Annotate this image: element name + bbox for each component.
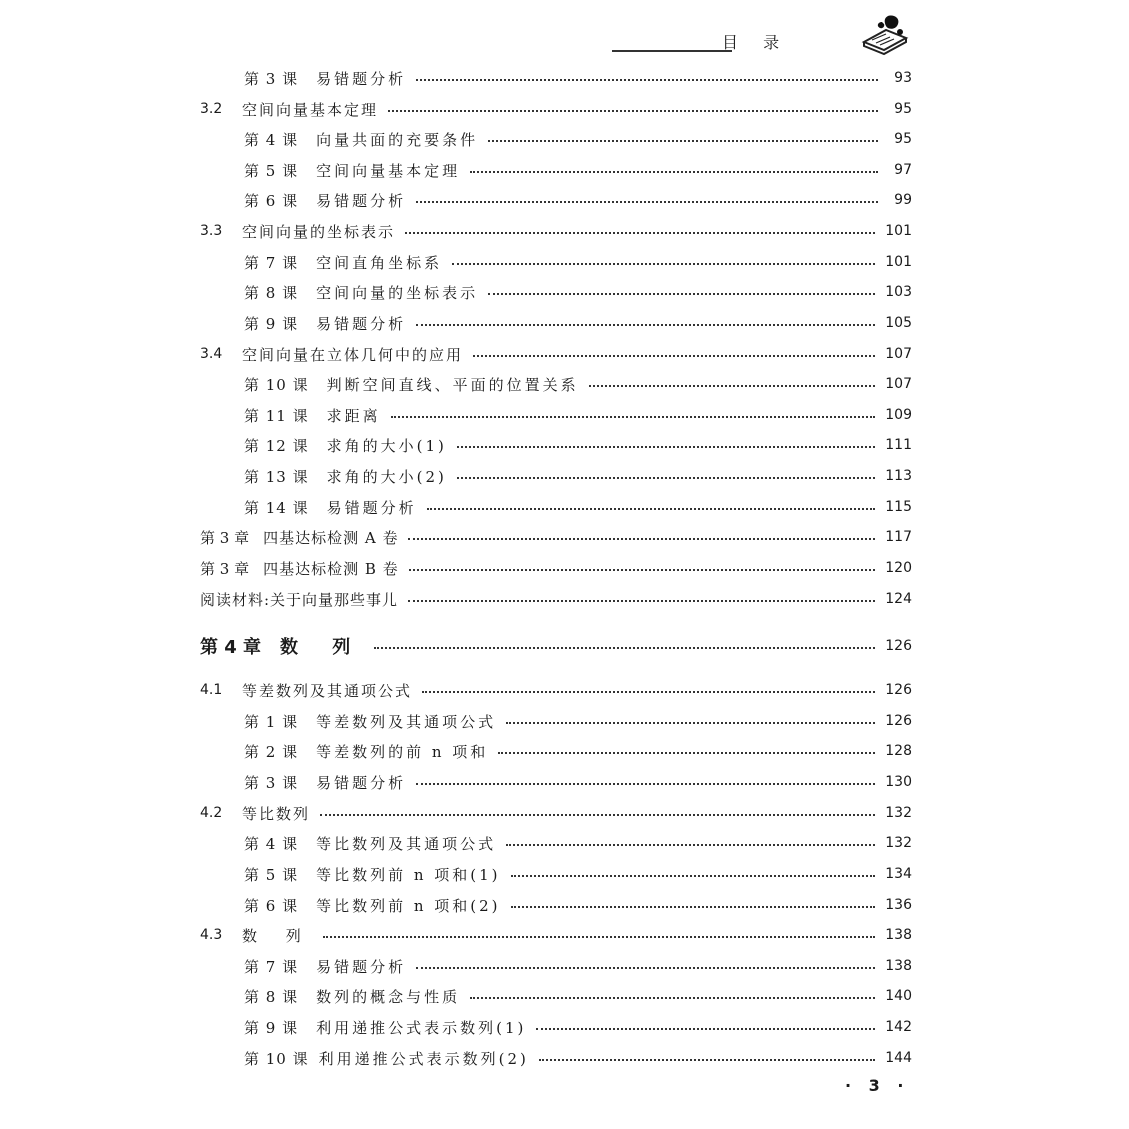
entry-title: 易错题分析	[316, 191, 407, 210]
dot-leader	[488, 140, 878, 142]
dot-leader	[470, 171, 878, 173]
entry-title: 等差数列及其通项公式	[242, 681, 413, 700]
lesson-number: 第 3 课	[244, 773, 299, 792]
book-logo-icon	[858, 12, 910, 56]
lesson-number: 第 8 课	[244, 283, 299, 302]
lesson-number: 第 9 课	[244, 1018, 299, 1037]
entry-title: 利用递推公式表示数列(1)	[316, 1018, 527, 1037]
page-number: 128	[885, 743, 912, 759]
dot-leader	[498, 752, 875, 754]
toc-entry[interactable]	[200, 770, 912, 794]
toc-entry[interactable]	[200, 709, 912, 733]
toc-entry[interactable]	[200, 219, 912, 243]
toc-entry[interactable]	[200, 739, 912, 763]
toc-entry[interactable]	[200, 188, 912, 212]
dot-leader	[388, 110, 878, 112]
entry-title: 四基达标检测 A 卷	[263, 528, 399, 547]
dot-leader	[539, 1059, 875, 1061]
toc-entry[interactable]	[200, 525, 912, 549]
lesson-number: 第 7 课	[244, 253, 299, 272]
entry-title: 空间向量基本定理	[316, 161, 461, 180]
entry-title: 空间直角坐标系	[316, 253, 443, 272]
page-number: 138	[885, 927, 912, 943]
toc-entry[interactable]	[200, 158, 912, 182]
dot-leader	[536, 1028, 875, 1030]
lesson-number: 第 10 课	[244, 1049, 309, 1068]
entry-title: 等比数列及其通项公式	[316, 834, 497, 853]
toc-entry[interactable]	[200, 495, 912, 519]
page-number: 142	[885, 1019, 912, 1035]
toc-entry[interactable]	[200, 862, 912, 886]
dot-leader	[320, 814, 875, 816]
dot-leader	[408, 538, 875, 540]
page-number: 130	[885, 774, 912, 790]
entry-title: 阅读材料:关于向量那些事儿	[200, 590, 399, 609]
page-number: 144	[885, 1050, 912, 1066]
page-number: 101	[885, 223, 912, 239]
toc-entry[interactable]	[200, 403, 912, 427]
entry-title: 判断空间直线、平面的位置关系	[326, 375, 579, 394]
dot-leader	[452, 263, 875, 265]
toc-entry[interactable]	[200, 587, 912, 611]
dot-leader	[416, 967, 875, 969]
page-number: 101	[885, 254, 912, 270]
dot-leader	[511, 906, 876, 908]
page-number: 111	[885, 437, 912, 453]
toc-entry[interactable]	[200, 280, 912, 304]
lesson-number: 第 10 课	[244, 375, 309, 394]
dot-leader	[589, 385, 876, 387]
lesson-number: 第 3 课	[244, 69, 299, 88]
lesson-number: 第 7 课	[244, 957, 299, 976]
dot-leader	[374, 647, 875, 649]
page-number: 113	[885, 468, 912, 484]
page-number: 103	[885, 284, 912, 300]
page-number: 95	[894, 131, 912, 147]
dot-leader	[457, 446, 875, 448]
lesson-number: 第 11 课	[244, 406, 309, 425]
toc-entry[interactable]	[200, 678, 912, 702]
toc-entry[interactable]	[200, 954, 912, 978]
page-number: 126	[885, 682, 912, 698]
toc-entry[interactable]	[200, 342, 912, 366]
dot-leader	[511, 875, 876, 877]
page-number: 120	[885, 560, 912, 576]
lesson-number: 第 2 课	[244, 742, 299, 761]
entry-title: 等差数列的前 n 项和	[316, 742, 489, 761]
lesson-number: 第 4 课	[244, 834, 299, 853]
page-number: 138	[885, 958, 912, 974]
page-number: 97	[894, 162, 912, 178]
toc-entry[interactable]	[200, 127, 912, 151]
toc-entry[interactable]	[200, 556, 912, 580]
entry-title: 易错题分析	[316, 773, 407, 792]
entry-title: 数 列	[242, 926, 313, 945]
toc-entry[interactable]	[200, 923, 912, 947]
toc-entry[interactable]	[200, 97, 912, 121]
entry-title: 空间向量在立体几何中的应用	[242, 345, 464, 364]
page-number: 93	[894, 70, 912, 86]
entry-title: 等比数列前 n 项和(2)	[316, 896, 501, 915]
lesson-number: 第 6 课	[244, 191, 299, 210]
chapter-number: 第 3 章	[200, 559, 250, 578]
section-number: 3.4	[200, 346, 223, 362]
toc-entry[interactable]	[200, 311, 912, 335]
dot-leader	[427, 508, 876, 510]
page-number: 99	[894, 192, 912, 208]
toc-entry[interactable]	[200, 372, 912, 396]
page-number: 124	[885, 591, 912, 607]
toc-entry[interactable]	[200, 893, 912, 917]
page-number: 117	[885, 529, 912, 545]
section-number: 4.1	[200, 682, 223, 698]
page-number: 126	[885, 638, 912, 654]
page-number: 126	[885, 713, 912, 729]
toc-entry[interactable]	[200, 464, 912, 488]
lesson-number: 第 8 课	[244, 987, 299, 1006]
entry-title: 利用递推公式表示数列(2)	[318, 1049, 529, 1068]
entry-title: 空间向量的坐标表示	[242, 222, 396, 241]
dot-leader	[323, 936, 875, 938]
dot-leader	[416, 324, 875, 326]
page-number: 132	[885, 805, 912, 821]
toc-entry[interactable]	[200, 433, 912, 457]
page-number: 134	[885, 866, 912, 882]
page-footer-number: · 3 ·	[845, 1076, 910, 1095]
entry-title: 求角的大小(1)	[326, 436, 447, 455]
dot-leader	[422, 691, 875, 693]
entry-title: 等比数列	[242, 804, 311, 823]
entry-title: 易错题分析	[316, 314, 407, 333]
entry-title: 易错题分析	[316, 69, 407, 88]
lesson-number: 第 1 课	[244, 712, 299, 731]
entry-title: 等比数列前 n 项和(1)	[316, 865, 501, 884]
chapter-title: 数 列	[280, 637, 365, 658]
header-rule	[612, 50, 732, 52]
section-number: 4.3	[200, 927, 223, 943]
page-number: 109	[885, 407, 912, 423]
toc-entry[interactable]	[200, 831, 912, 855]
entry-title: 向量共面的充要条件	[316, 130, 479, 149]
chapter-number: 第 4 章	[200, 637, 262, 658]
entry-title: 求距离	[326, 406, 381, 425]
lesson-number: 第 4 课	[244, 130, 299, 149]
page-number: 95	[894, 101, 912, 117]
lesson-number: 第 5 课	[244, 865, 299, 884]
lesson-number: 第 9 课	[244, 314, 299, 333]
chapter-number: 第 3 章	[200, 528, 250, 547]
lesson-number: 第 5 课	[244, 161, 299, 180]
toc-entry[interactable]	[200, 66, 912, 90]
page-number: 105	[885, 315, 912, 331]
lesson-number: 第 6 课	[244, 896, 299, 915]
dot-leader	[416, 201, 878, 203]
toc-entry[interactable]	[200, 634, 912, 658]
page-number: 115	[885, 499, 912, 515]
dot-leader	[470, 997, 875, 999]
page-number: 132	[885, 835, 912, 851]
entry-title: 求角的大小(2)	[326, 467, 447, 486]
section-number: 4.2	[200, 805, 223, 821]
dot-leader	[391, 416, 876, 418]
toc-entry[interactable]	[200, 801, 912, 825]
page-number: 136	[885, 897, 912, 913]
dot-leader	[473, 355, 875, 357]
dot-leader	[409, 569, 876, 571]
entry-title: 空间向量的坐标表示	[316, 283, 479, 302]
dot-leader	[416, 783, 875, 785]
entry-title: 易错题分析	[326, 498, 417, 517]
entry-title: 易错题分析	[316, 957, 407, 976]
toc-entry[interactable]	[200, 250, 912, 274]
page-number: 107	[885, 346, 912, 362]
toc-entry[interactable]	[200, 984, 912, 1008]
lesson-number: 第 12 课	[244, 436, 309, 455]
page-number: 140	[885, 988, 912, 1004]
entry-title: 数列的概念与性质	[316, 987, 461, 1006]
header-title: 目 录	[722, 33, 790, 52]
dot-leader	[408, 600, 875, 602]
dot-leader	[506, 722, 875, 724]
lesson-number: 第 13 课	[244, 467, 309, 486]
entry-title: 等差数列及其通项公式	[316, 712, 497, 731]
page-number: 107	[885, 376, 912, 392]
dot-leader	[488, 293, 875, 295]
dot-leader	[457, 477, 875, 479]
dot-leader	[506, 844, 875, 846]
entry-title: 四基达标检测 B 卷	[263, 559, 399, 578]
lesson-number: 第 14 课	[244, 498, 309, 517]
dot-leader	[416, 79, 878, 81]
section-number: 3.3	[200, 223, 223, 239]
dot-leader	[405, 232, 875, 234]
section-number: 3.2	[200, 101, 223, 117]
toc-entry[interactable]	[200, 1015, 912, 1039]
entry-title: 空间向量基本定理	[242, 100, 379, 119]
toc-entry[interactable]	[200, 1046, 912, 1070]
